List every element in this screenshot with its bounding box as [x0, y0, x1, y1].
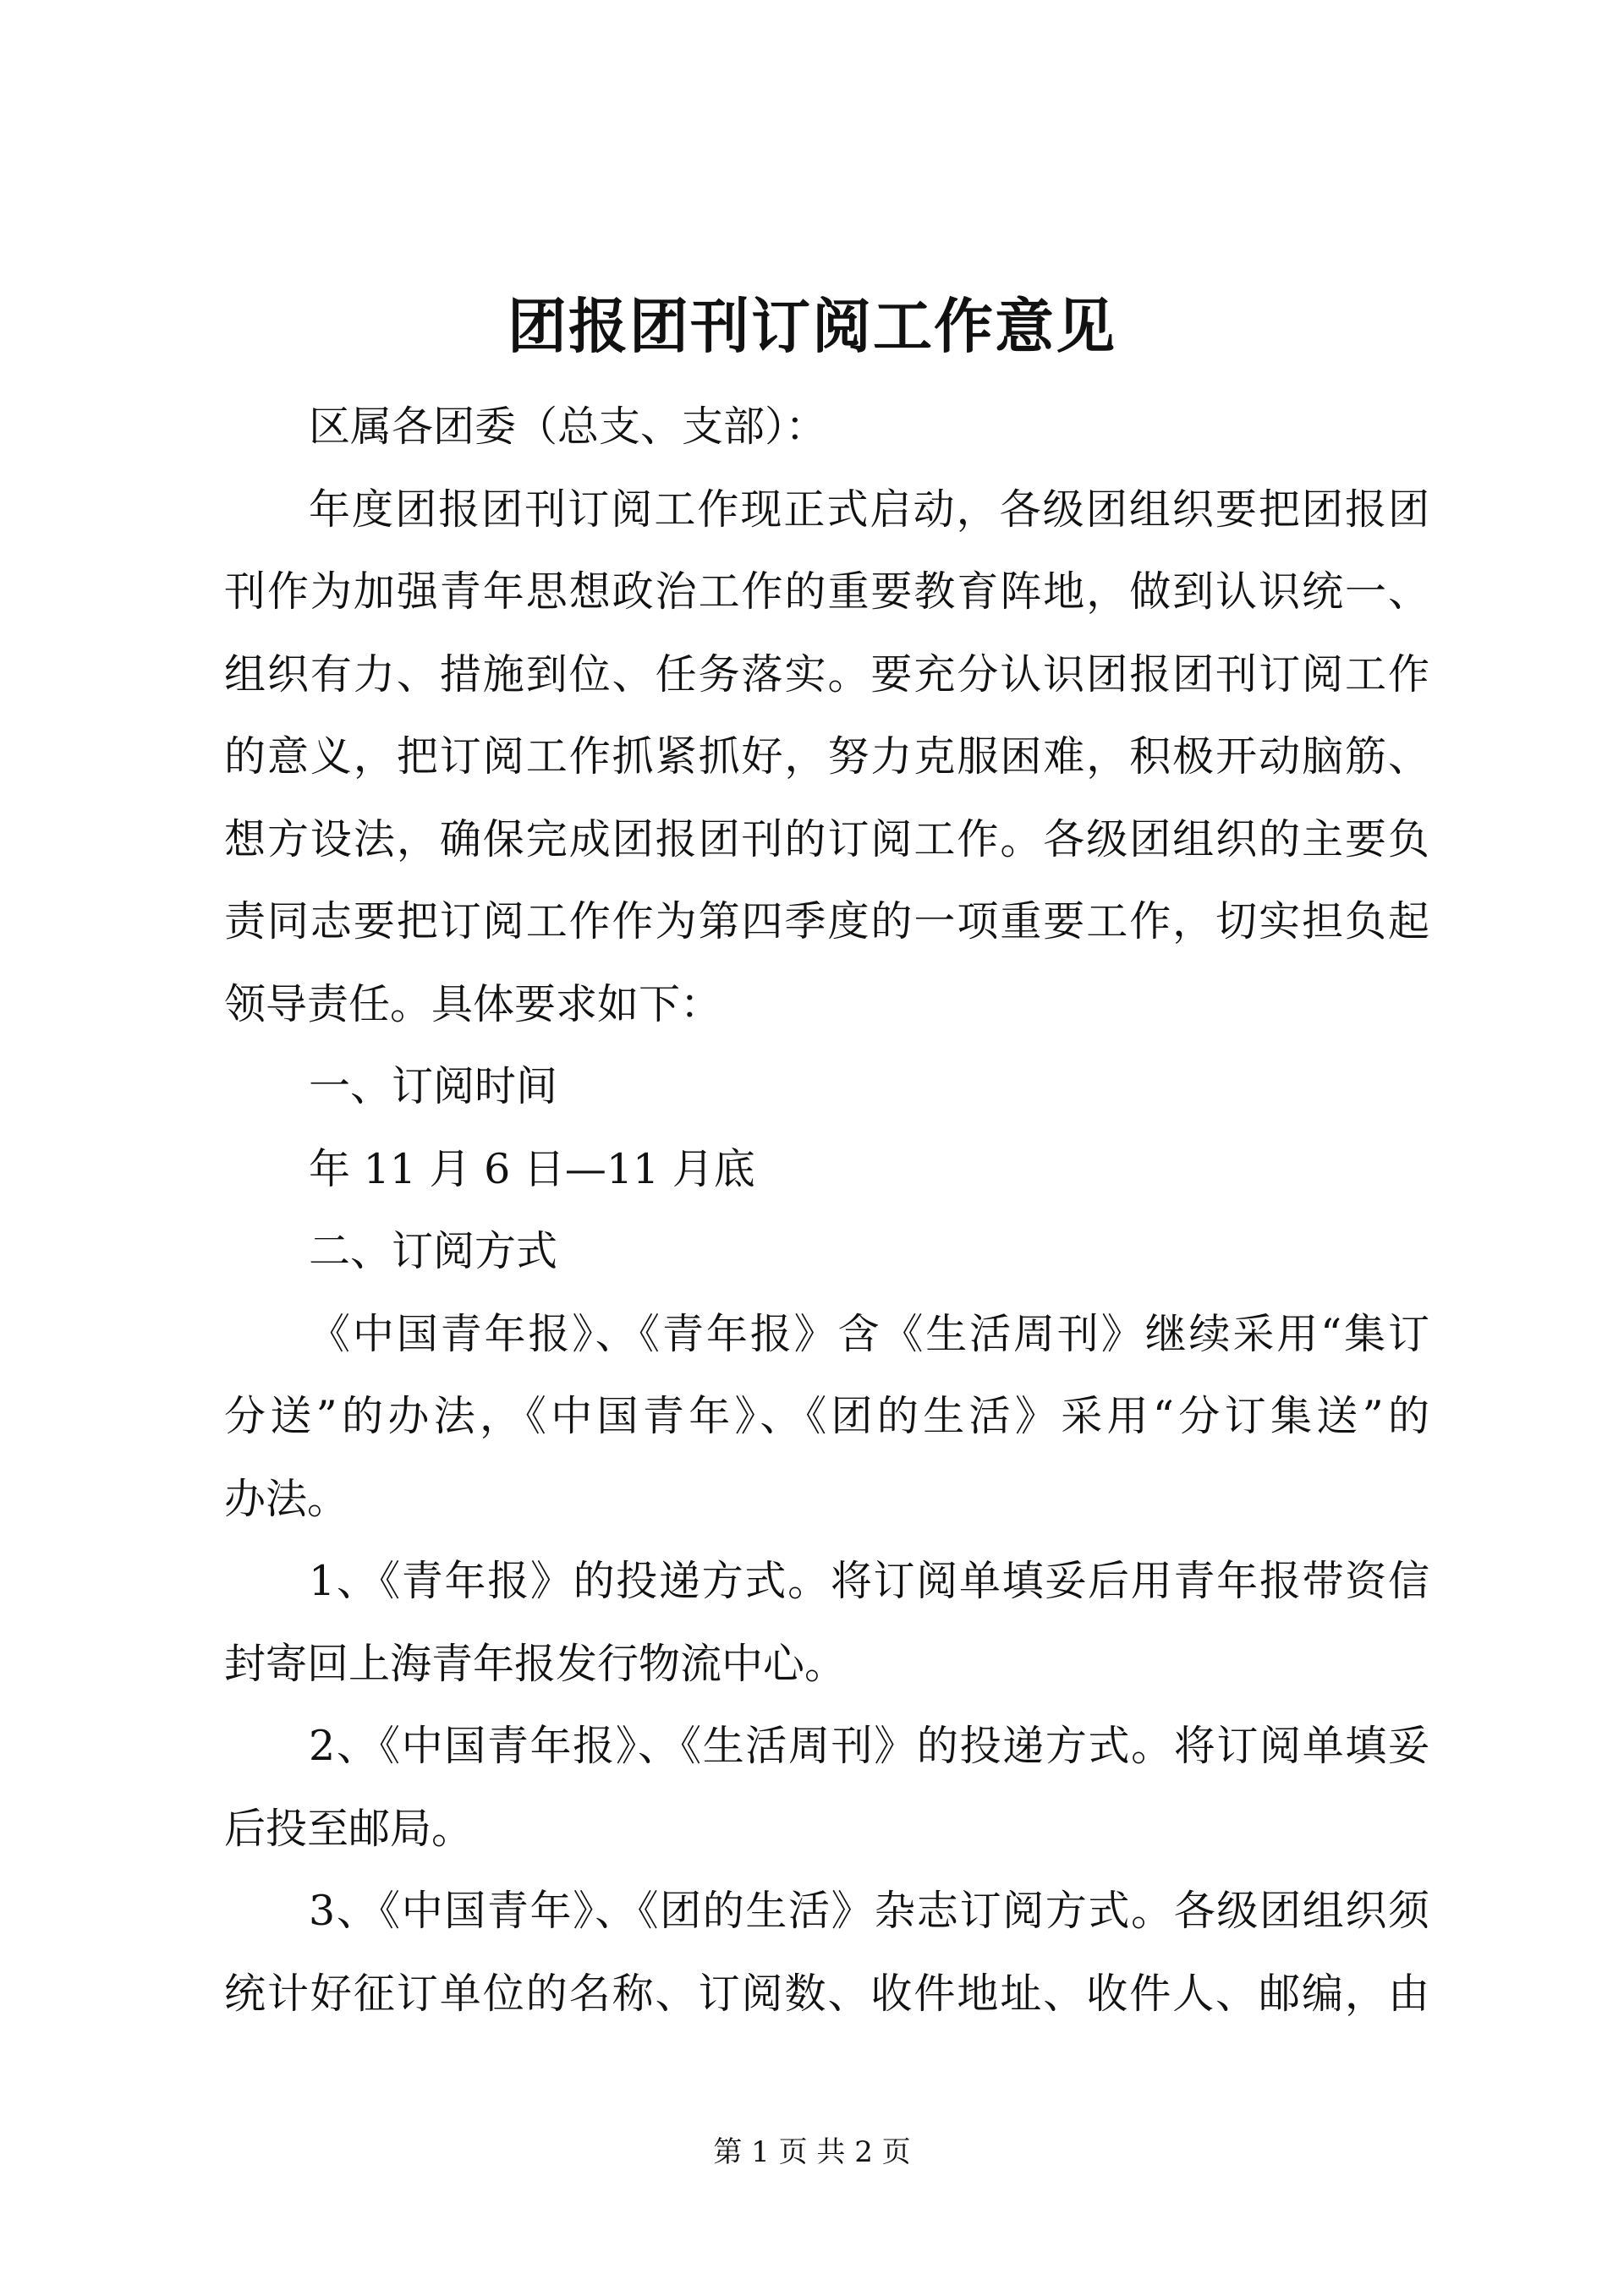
text-line: 的意义，把订阅工作抓紧抓好，努力克服困难，积极开动脑筋、 [224, 732, 1429, 781]
text-line: 3、《中国青年》、《团的生活》杂志订阅方式。各级团组织须 [309, 1887, 1429, 1935]
text-line: 刊作为加强青年思想政治工作的重要教育阵地，做到认识统一、 [224, 567, 1429, 616]
text-line: 分送”的办法，《中国青年》、《团的生活》采用“分订集送”的 [224, 1392, 1429, 1440]
text-line: 《中国青年报》、《青年报》含《生活周刊》继续采用“集订 [309, 1309, 1429, 1358]
text-line: 领导责任。具体要求如下： [224, 979, 722, 1028]
text-line: 年度团报团刊订阅工作现正式启动，各级团组织要把团报团 [309, 485, 1429, 534]
text-line: 一、订阅时间 [309, 1062, 558, 1110]
text-line: 后投至邮局。 [224, 1804, 474, 1853]
text-line: 组织有力、措施到位、任务落实。要充分认识团报团刊订阅工作 [224, 649, 1429, 699]
text-line: 二、订阅方式 [309, 1227, 558, 1275]
document-title: 团报团刊订阅工作意见 [508, 291, 1116, 361]
page-number: 第 1 页 共 2 页 [713, 2135, 911, 2169]
text-line: 统计好征订单位的名称、订阅数、收件地址、收件人、邮编，由 [224, 1969, 1429, 2018]
text-line: 1、《青年报》的投递方式。将订阅单填妥后用青年报带资信 [309, 1557, 1429, 1605]
document-body [224, 386, 1429, 2035]
text-line: 想方设法，确保完成团报团刊的订阅工作。各级团组织的主要负 [224, 814, 1429, 863]
text-line: 年 11 月 6 日—11 月底 [309, 1144, 755, 1193]
text-line: 2、《中国青年报》、《生活周刊》的投递方式。将订阅单填妥 [309, 1722, 1429, 1770]
text-line: 责同志要把订阅工作作为第四季度的一项重要工作，切实担负起 [224, 897, 1429, 945]
text-line: 区属各团委（总支、支部）： [309, 403, 827, 451]
text-line: 封寄回上海青年报发行物流中心。 [224, 1639, 847, 1688]
text-line: 办法。 [224, 1474, 349, 1523]
